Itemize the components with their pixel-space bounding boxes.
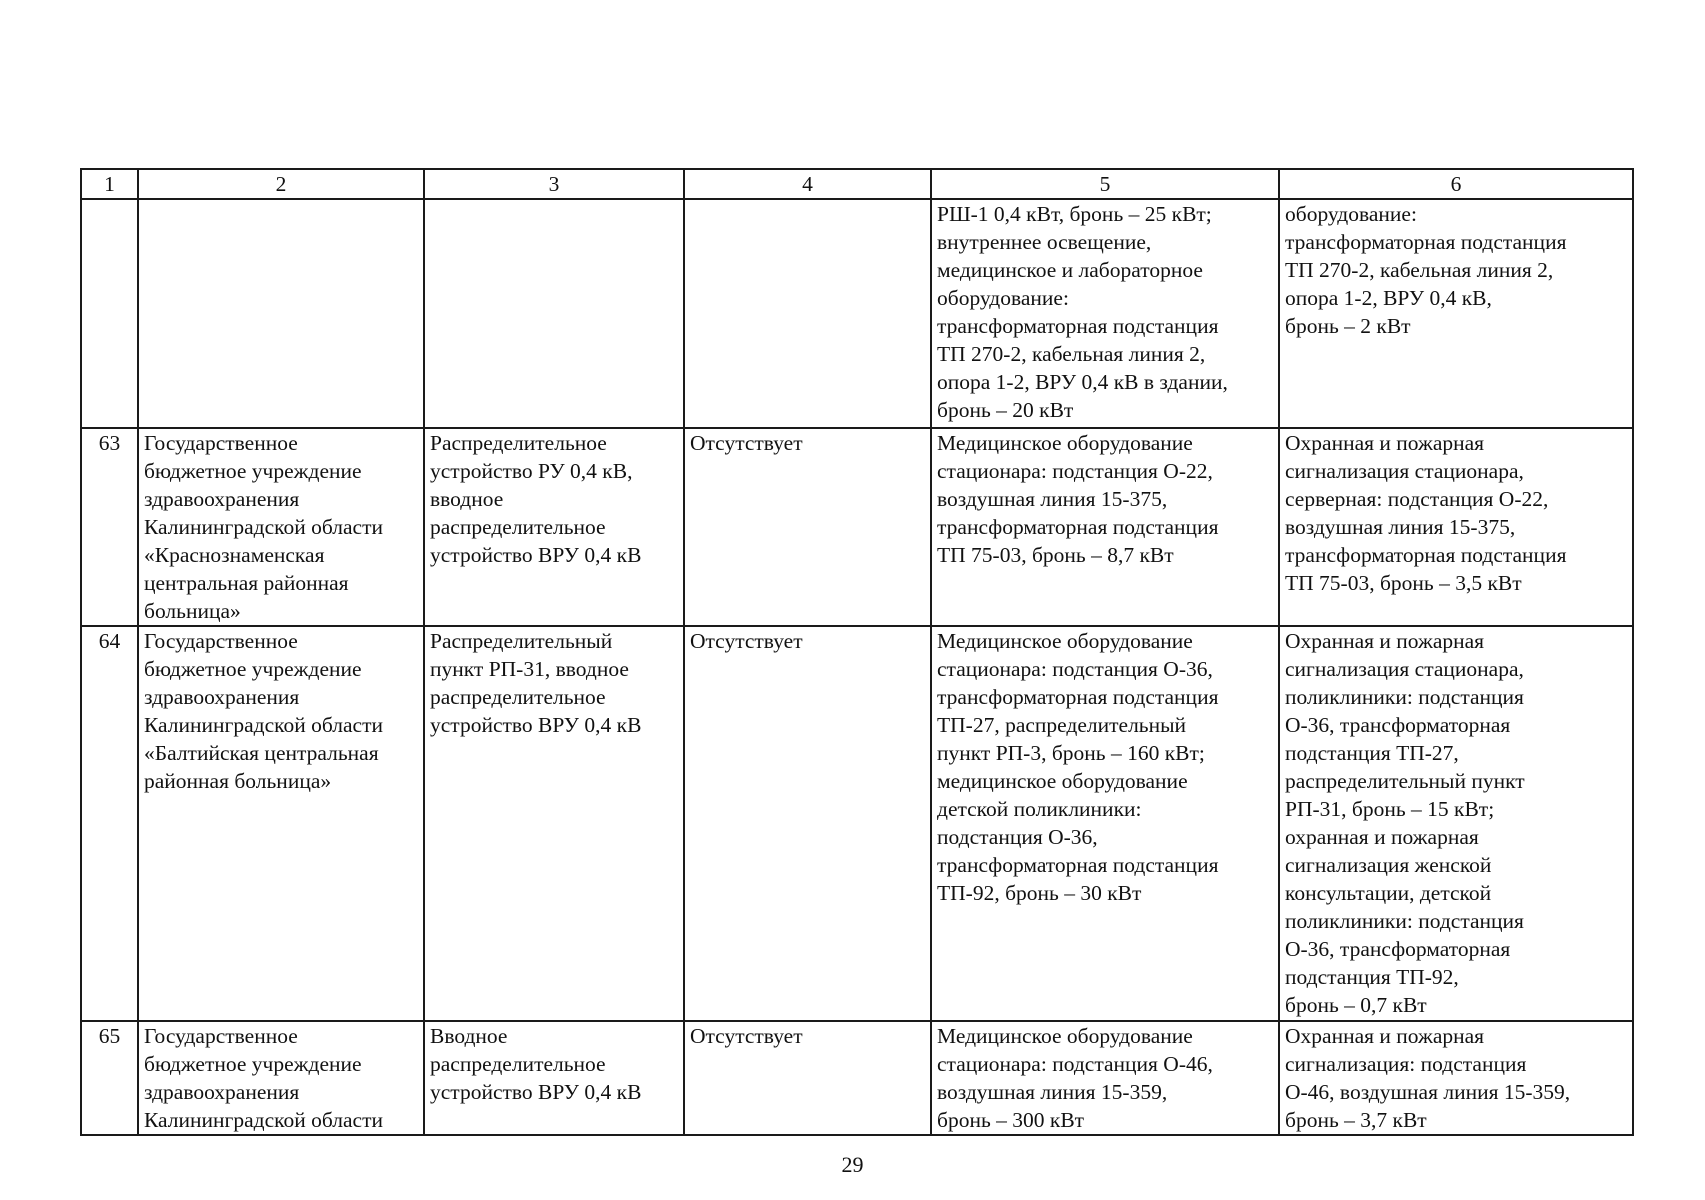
- header-cell-2: 2: [138, 169, 424, 199]
- row-number-cell: 64: [81, 626, 138, 1021]
- column-4-cell: Отсутствует: [684, 1021, 931, 1135]
- row-number-cell: 63: [81, 428, 138, 626]
- column-4-cell: [684, 199, 931, 428]
- data-table: [80, 168, 1634, 1136]
- column-6-cell: Охранная и пожарная сигнализация: подстанция О-46, воздушная линия 15-359, бронь – 3,7 кВт: [1279, 1021, 1633, 1135]
- device-cell: Распределительное устройство РУ 0,4 кВ, вводное распределительное устройство ВРУ 0,4 кВ: [424, 428, 684, 626]
- institution-cell: [138, 199, 424, 428]
- header-cell-4: 4: [684, 169, 931, 199]
- table-row: [81, 626, 1633, 1021]
- table-header-row: [81, 169, 1633, 199]
- device-cell: Распределительный пункт РП-31, вводное распределительное устройство ВРУ 0,4 кВ: [424, 626, 684, 1021]
- institution-cell: Государственное бюджетное учреждение здравоохранения Калининградской области: [138, 1021, 424, 1135]
- device-cell: Вводное распределительное устройство ВРУ 0,4 кВ: [424, 1021, 684, 1135]
- page-number: 29: [841, 1152, 864, 1177]
- column-6-cell: оборудование: трансформаторная подстанция ТП 270-2, кабельная линия 2, опора 1-2, ВРУ 0,4 кВ, бронь – 2 кВт: [1279, 199, 1633, 428]
- row-number-cell: 65: [81, 1021, 138, 1135]
- header-cell-6: 6: [1279, 169, 1633, 199]
- header-cell-1: 1: [81, 169, 138, 199]
- column-5-cell: Медицинское оборудование стационара: подстанция О-22, воздушная линия 15-375, трансформаторная подстанция ТП 75-03, бронь – 8,7 кВт: [931, 428, 1279, 626]
- institution-cell: Государственное бюджетное учреждение здравоохранения Калининградской области «Балтийская центральная районная больница»: [138, 626, 424, 1021]
- column-4-cell: Отсутствует: [684, 428, 931, 626]
- header-cell-3: 3: [424, 169, 684, 199]
- header-cell-5: 5: [931, 169, 1279, 199]
- column-5-cell: РШ-1 0,4 кВт, бронь – 25 кВт; внутреннее освещение, медицинское и лабораторное оборудование: трансформаторная подстанция ТП 270-2, кабельная линия 2, опора 1-2, ВРУ 0,4 кВ в здании, бронь – 20 кВт: [931, 199, 1279, 428]
- column-5-cell: Медицинское оборудование стационара: подстанция О-36, трансформаторная подстанция ТП-27, распределительный пункт РП-3, бронь – 160 кВт; медицинское оборудование детской поликлиники: подстанция О-36, трансформаторная подстанция ТП-92, бронь – 30 кВт: [931, 626, 1279, 1021]
- column-5-cell: Медицинское оборудование стационара: подстанция О-46, воздушная линия 15-359, бронь – 300 кВт: [931, 1021, 1279, 1135]
- row-number-cell: [81, 199, 138, 428]
- table-row: [81, 1021, 1633, 1135]
- table-row: [81, 428, 1633, 626]
- table-row: [81, 199, 1633, 428]
- institution-cell: Государственное бюджетное учреждение здравоохранения Калининградской области «Краснознаменская центральная районная больница»: [138, 428, 424, 626]
- device-cell: [424, 199, 684, 428]
- column-6-cell: Охранная и пожарная сигнализация стационара, поликлиники: подстанция О-36, трансформаторная подстанция ТП-27, распределительный пункт РП-31, бронь – 15 кВт; охранная и пожарная сигнализация женской консультации, детской поликлиники: подстанция О-36, трансформаторная подстанция ТП-92, бронь – 0,7 кВт: [1279, 626, 1633, 1021]
- column-6-cell: Охранная и пожарная сигнализация стационара, серверная: подстанция О-22, воздушная линия 15-375, трансформаторная подстанция ТП 75-03, бронь – 3,5 кВт: [1279, 428, 1633, 626]
- column-4-cell: Отсутствует: [684, 626, 931, 1021]
